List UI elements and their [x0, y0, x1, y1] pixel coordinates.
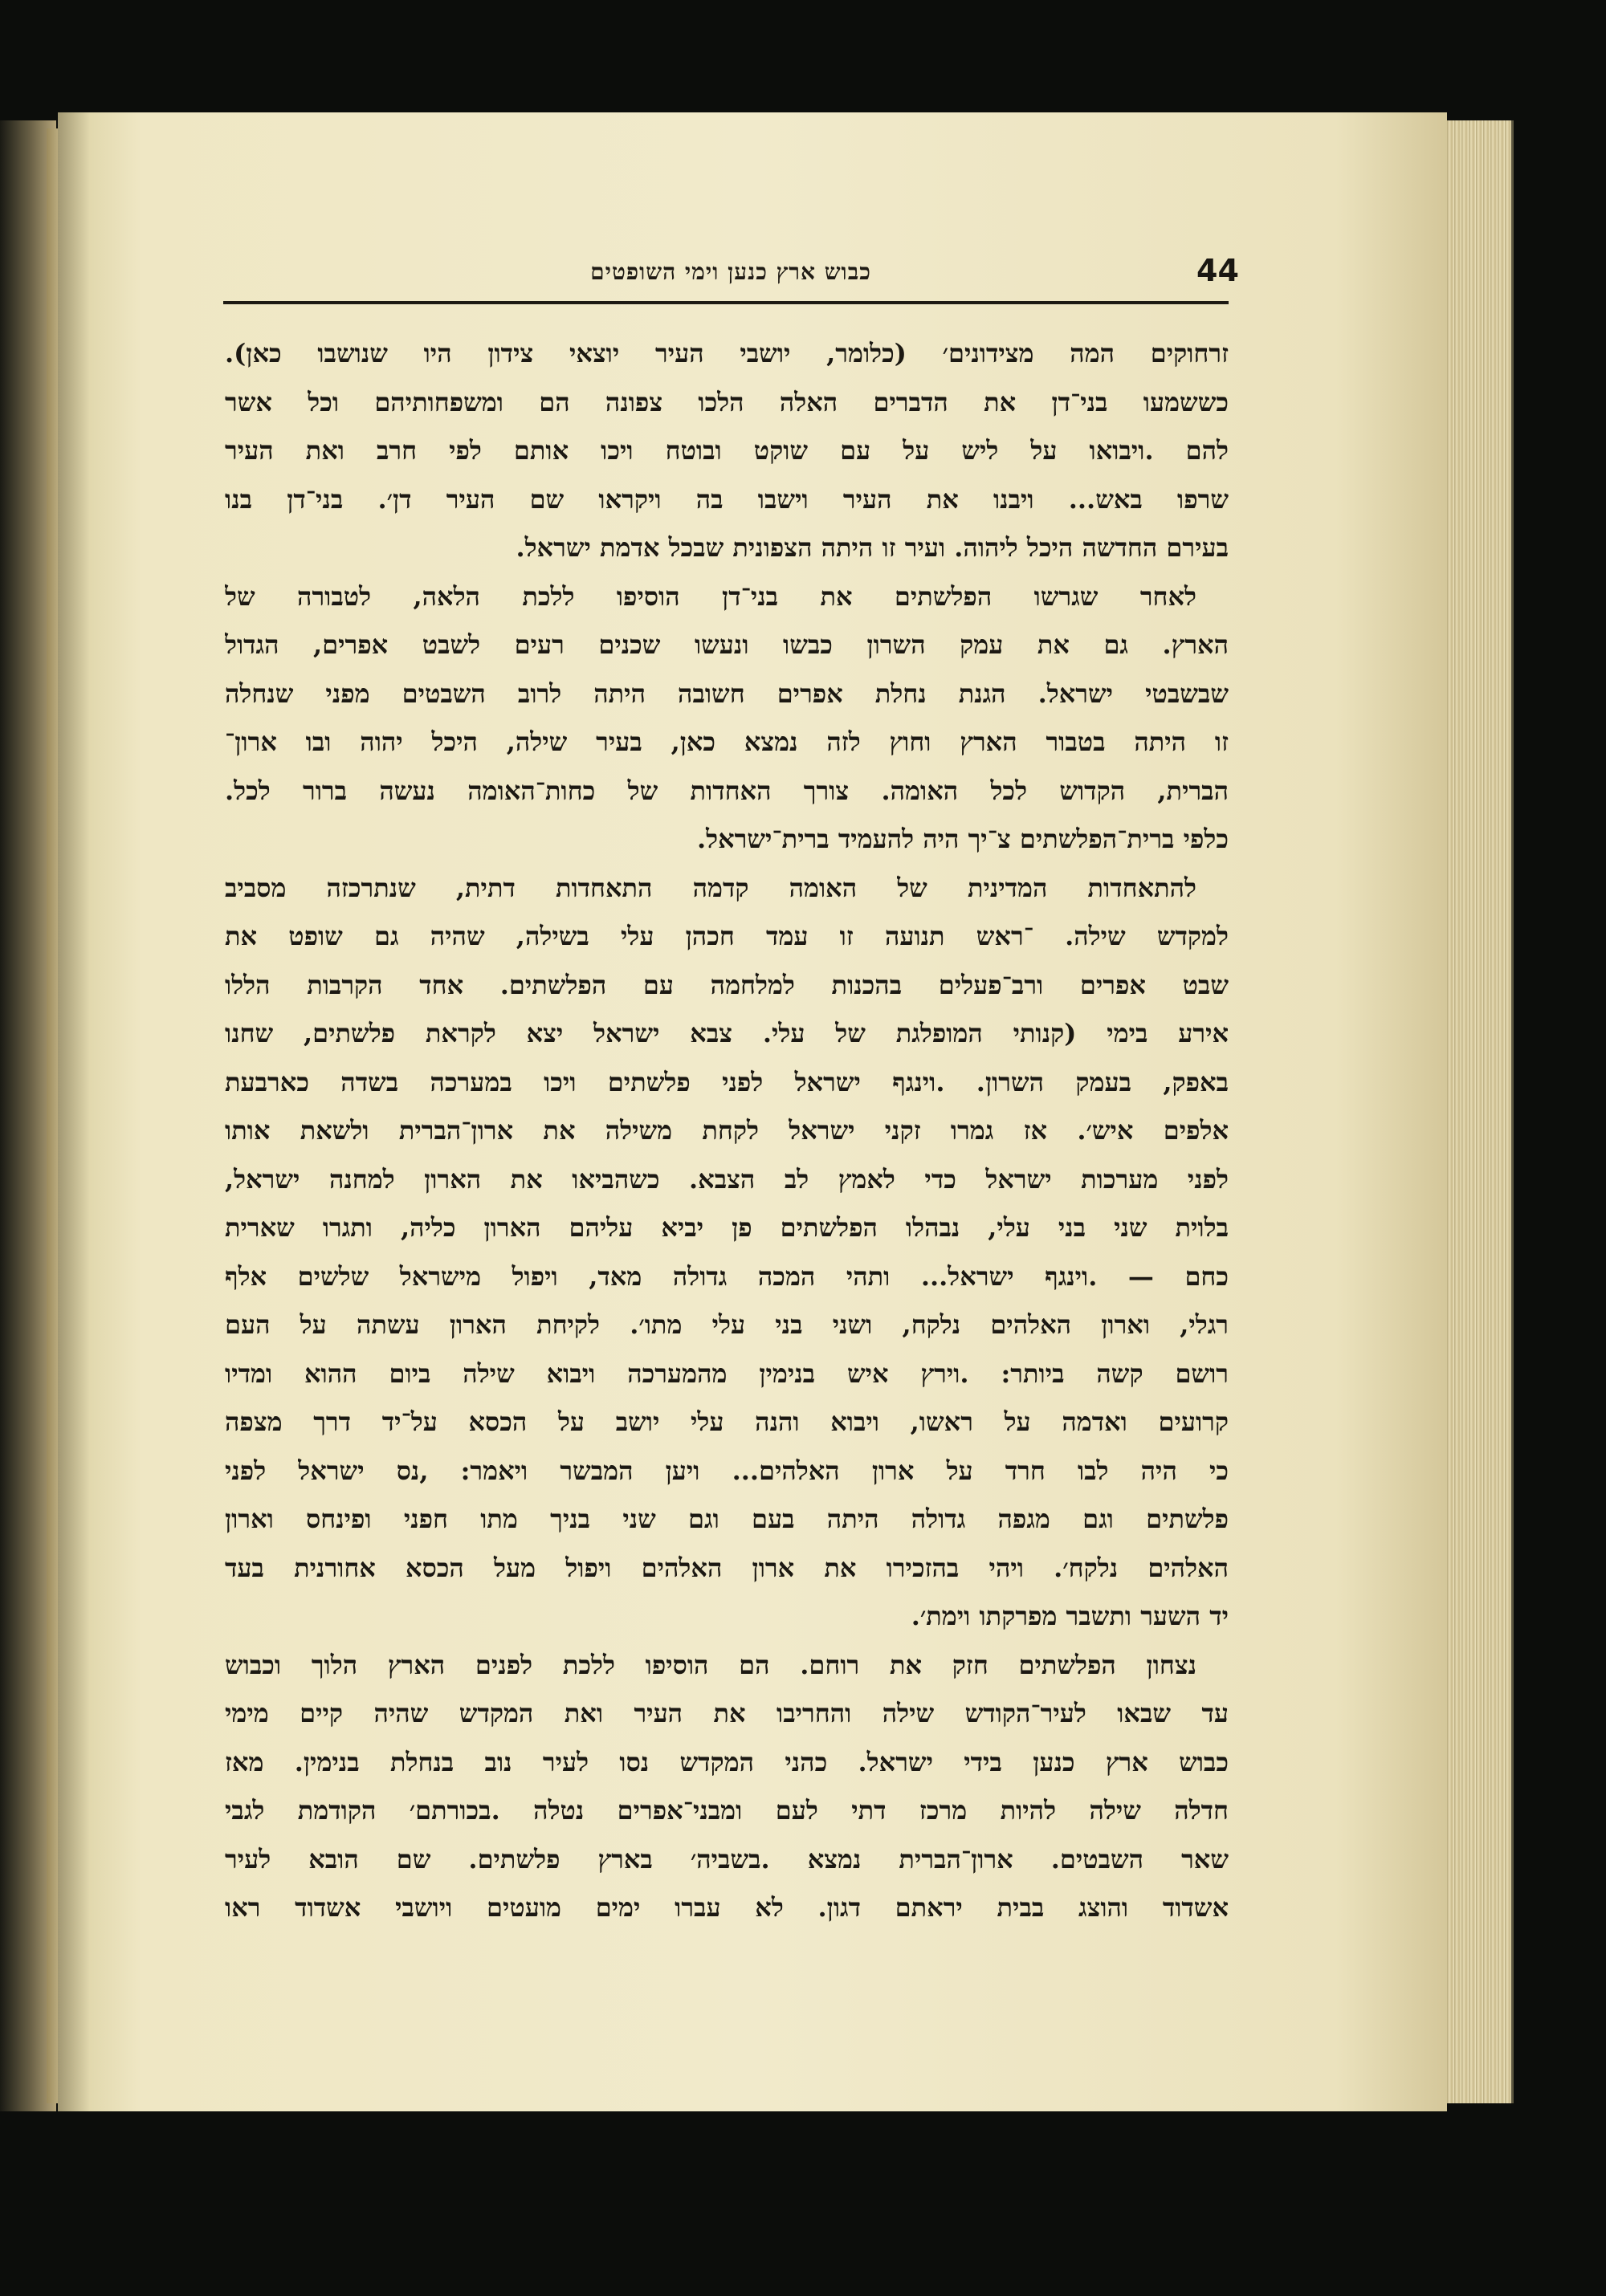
text-line: בלוית שני בני עלי, נבהלו הפלשתים פן יביא עליהם הארון כליה, ותגרו שארית: [225, 1212, 1229, 1243]
text-line: נצחון הפלשתים חזק את רוחם. הם הוסיפו ללכת לפנים הארץ הלוך וכבוש: [225, 1649, 1197, 1680]
text-line: האלהים נלקח׳. ויהי בהזכירו את ארון האלהים ויפול מעל הכסא אחורנית בעד: [225, 1552, 1229, 1583]
text-line: לפני מערכות ישראל כדי לאמץ לב הצבא. כשהביאו את הארון למחנה ישראל,: [225, 1163, 1229, 1195]
text-line: יד השער ותשבר מפרקתו וימת׳.: [911, 1601, 1229, 1631]
text-line: הברית, הקדוש לכל האומה. צורך האחדות של כחות־האומה נעשה ברור לכל.: [225, 775, 1229, 806]
text-line: כלפי ברית־הפלשתים צ־יך היה להעמיד ברית־ישראל.: [697, 824, 1229, 854]
running-title: כבוש ארץ כנען וימי השופטים: [590, 259, 871, 285]
text-line: זו היתה בטבור הארץ וחוץ לזה נמצא כאן, בעיר שילה, היכל יהוה ובו ארון־: [225, 727, 1229, 757]
text-line: כחם — .וינגף ישראל... ותהי המכה גדולה מאד, ויפול מישראל שלשים אלף: [225, 1260, 1229, 1292]
text-line: רגלי, וארון האלהים נלקח, ושני בני עלי מתו׳. לקיחת הארון עשתה על העם: [225, 1309, 1229, 1340]
text-line: חדלה שילה להיות מרכז דתי לעם ומבני־אפרים נטלה .בכורתם׳ הקודמת לגבי: [225, 1795, 1229, 1826]
text-body: [225, 329, 1229, 1932]
text-line: באפק, בעמק השרון. .וינגף ישראל לפני פלשתים ויכו במערכה בשדה כארבעת: [225, 1066, 1229, 1097]
text-line: בעירם החדשה היכל ליהוה. ועיר זו היתה הצפונית שבכל אדמת ישראל.: [516, 532, 1229, 563]
text-line: אשדוד והוצג בבית יראתם דגון. לא עברו ימים מועטים ויושבי אשדוד ראו: [225, 1892, 1229, 1923]
text-line: רושם קשה ביותר: .וירץ איש בנימין מהמערכה ויבוא שילה ביום ההוא ומדיו: [225, 1358, 1229, 1389]
text-line: שרפו באש... ויבנו את העיר וישבו בה ויקראו שם העיר דן׳. בני־דן בנו: [225, 483, 1229, 515]
text-line: כבוש ארץ כנען בידי ישראל. כהני המקדש נסו לעיר נוב בנחלת בנימין. מאז: [225, 1746, 1229, 1777]
text-line: קרועים ואדמה על ראשו, ויבוא והנה עלי יושב על הכסא על־יד דרך מצפה: [225, 1407, 1229, 1437]
header-rule: [223, 301, 1229, 304]
text-line: אירע בימי (קנותי המופלגת של עלי. צבא ישראל יצא לקראת פלשתים, שחנו: [225, 1018, 1229, 1048]
page-stack-edge: [1447, 120, 1514, 2103]
text-line: הארץ. גם את עמק השרון כבשו ונעשו שכנים רעים לשבט אפרים, הגדול: [225, 629, 1229, 660]
text-line: כי היה לבו חרד על ארון האלהים... ויען המבשר ויאמר: ,נס ישראל לפני: [225, 1455, 1229, 1486]
text-line: אלפים איש׳. אז גמרו זקני ישראל לקחת משילה את ארון־הברית ולשאת אותו: [225, 1115, 1229, 1146]
text-line: שבט אפרים ורב־פעלים בהכנות למלחמה עם הפלשתים. אחד הקרבות הללו: [225, 969, 1229, 1000]
text-line: כששמעו בני־דן את הדברים האלה הלכו צפונה הם ומשפחותיהם וכל אשר: [225, 386, 1229, 417]
text-line: להם .ויבואו על ליש על עם שוקט ובוטח ויכו אותם לפי חרב ואת העיר: [225, 435, 1229, 466]
text-line: להתאחדות המדינית של האומה קדמה התאחדות דתית, שנתרכזה מסביב: [225, 872, 1196, 903]
text-line: זרחוקים המה מצידונים׳ (כלומר, יושבי העיר יוצאי צידון היו שנושבו כאן).: [225, 338, 1229, 368]
text-line: לאחר שגרשו הפלשתים את בני־דן הוסיפו ללכת הלאה, לטבורה של: [225, 580, 1196, 612]
page-number: 44: [1196, 253, 1239, 288]
text-line: למקדש שילה. ־ראש תנועה זו עמד חכהן עלי בשילה, שהיה גם שופט את: [225, 921, 1229, 951]
text-line: שאר השבטים. ארון־הברית נמצא .בשביה׳ בארץ פלשתים. שם הובא לעיר: [225, 1843, 1229, 1875]
spine-shadow: [58, 112, 90, 2111]
text-line: עד שבאו לעיר־הקודש שילה והחריבו את העיר ואת המקדש שהיה קיים מימי: [225, 1698, 1229, 1728]
text-line: שבשבטי ישראל. הגנת נחלת אפרים חשובה היתה לרוב השבטים מפני שנחלה: [225, 678, 1229, 709]
text-line: פלשתים וגם מגפה גדולה היתה בעם וגם שני בניך מתו חפני ופינחס וארון: [225, 1504, 1229, 1534]
